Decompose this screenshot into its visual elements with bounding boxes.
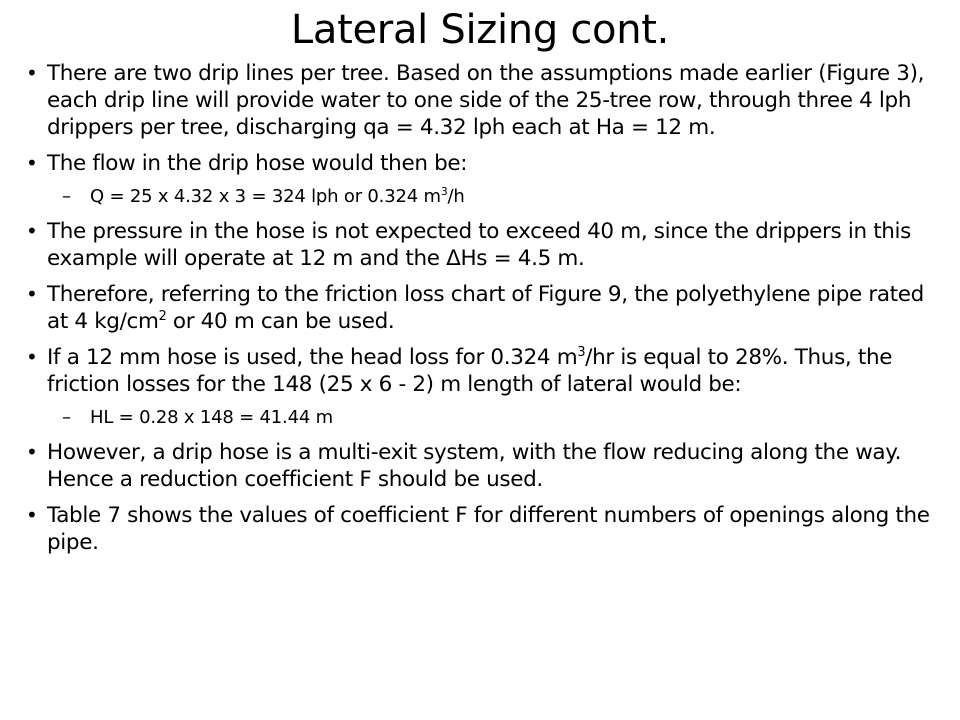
bullet-item-table-7	[0, 502, 960, 556]
bullet-icon: •	[26, 61, 38, 85]
bullet-text: Therefore, referring to the friction loss chart of Figure 9, the polyethylene pipe rated at 4 kg/cm	[47, 282, 924, 334]
sub-item-hl-formula	[0, 406, 960, 430]
dash-icon: –	[62, 407, 71, 428]
bullet-icon: •	[26, 219, 38, 243]
bullet-text: However, a drip hose is a multi-exit system, with the flow reducing along the way. Hence a reduction coefficient F should be used.	[47, 440, 902, 492]
bullet-list	[0, 60, 960, 556]
sub-text-end: /h	[447, 186, 465, 207]
bullet-icon: •	[26, 503, 38, 527]
bullet-text-end: or 40 m can be used.	[166, 309, 395, 334]
sub-text: Q = 25 x 4.32 x 3 = 324 lph or 0.324 m	[90, 186, 441, 207]
superscript: 3	[577, 344, 586, 360]
dash-icon: –	[62, 186, 71, 207]
bullet-item-multi-exit	[0, 439, 960, 493]
bullet-icon: •	[26, 440, 38, 464]
bullet-item-pressure	[0, 218, 960, 272]
bullet-text-end: /hr is equal to 28%. Thus, the friction losses for the 148 (25 x 6 - 2) m length of lateral would be:	[47, 345, 893, 397]
superscript: 2	[158, 308, 167, 324]
bullet-text: The pressure in the hose is not expected to exceed 40 m, since the drippers in this example will operate at 12 m and the ΔHs = 4.5 m.	[47, 219, 912, 271]
bullet-icon: •	[26, 345, 38, 369]
bullet-item-friction-chart	[0, 281, 960, 335]
bullet-icon: •	[26, 151, 38, 175]
bullet-text: Table 7 shows the values of coefficient F for different numbers of openings along the pipe.	[47, 503, 930, 555]
bullet-item-flow	[0, 150, 960, 177]
bullet-text: The flow in the drip hose would then be:	[47, 151, 468, 176]
bullet-icon: •	[26, 282, 38, 306]
bullet-text: There are two drip lines per tree. Based on the assumptions made earlier (Figure 3), each drip line will provide water to one side of the 25-tree row, through three 4 lph drippers per tree, discharging qa = 4.32 lph each at Ha = 12 m.	[47, 61, 925, 140]
slide-title: Lateral Sizing cont.	[290, 7, 670, 53]
superscript: 3	[440, 185, 448, 198]
sub-item-flow-formula	[0, 185, 960, 209]
bullet-item-drip-lines	[0, 60, 960, 141]
bullet-item-head-loss	[0, 344, 960, 398]
sub-text: HL = 0.28 x 148 = 41.44 m	[90, 407, 333, 428]
bullet-text: If a 12 mm hose is used, the head loss for 0.324 m	[47, 345, 578, 370]
